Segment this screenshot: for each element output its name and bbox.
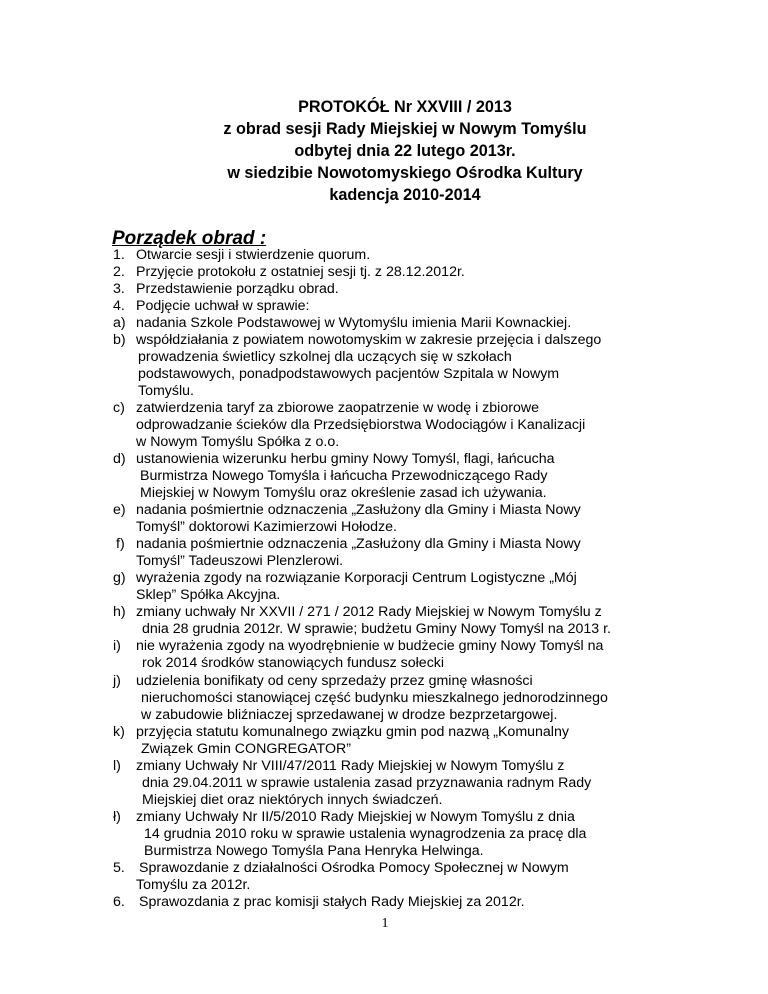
agenda-item-continuation: Burmistrza Nowego Tomyśla Pana Henryka Helwinga. (144, 842, 484, 859)
title-line-1: PROTOKÓŁ Nr XXVIII / 2013 (298, 98, 512, 116)
agenda-item-text: Przyjęcie protokołu z ostatniej sesji tj. z 28.12.2012r. (136, 264, 465, 281)
agenda-heading: Porządek obrad : (112, 228, 267, 249)
page-number: 1 (381, 916, 389, 931)
agenda-item-marker: b) (113, 332, 126, 349)
agenda-item-marker: l) (113, 757, 121, 774)
agenda-item-text: zmiany uchwały Nr XXVII / 271 / 2012 Rady Miejskiej w Nowym Tomyślu z (136, 604, 602, 621)
agenda-item-marker: f) (116, 536, 125, 553)
agenda-item-text: Sprawozdanie z działalności Ośrodka Pomocy Społecznej w Nowym (139, 859, 569, 876)
title-line-5: kadencja 2010-2014 (329, 186, 481, 204)
agenda-item-continuation: Tomyślu. (138, 383, 194, 400)
agenda-item-marker: k) (113, 723, 125, 740)
document-title (110, 96, 700, 206)
agenda-item-marker: e) (113, 502, 126, 519)
agenda-item-text: nie wyrażenia zgody na wyodrębnienie w budżecie gminy Nowy Tomyśl na (136, 638, 604, 655)
title-line-4: w siedzibie Nowotomyskiego Ośrodka Kultury (227, 164, 583, 182)
agenda-item-continuation: nieruchomości stanowiącej część budynku mieszkalnego jednorodzinnego (141, 689, 608, 706)
agenda-item-continuation: 14 grudnia 2010 roku w sprawie ustalenia wynagrodzenia za pracę dla (144, 825, 587, 842)
agenda-item-marker: j) (113, 672, 121, 689)
agenda-item-marker: 2. (113, 264, 125, 281)
title-line-3: odbytej dnia 22 lutego 2013r. (294, 142, 516, 160)
agenda-item-marker: c) (113, 400, 125, 417)
agenda-item-continuation: Burmistrza Nowego Tomyśla i łańcucha Przewodniczącego Rady (140, 468, 548, 485)
agenda-item-continuation: prowadzenia świetlicy szkolnej dla uczących się w szkołach (138, 349, 512, 366)
agenda-item-marker: h) (113, 604, 126, 621)
agenda-item-text: przyjęcia statutu komunalnego związku gmin pod nazwą „Komunalny (136, 723, 569, 740)
agenda-item-continuation: dnia 28 grudnia 2012r. W sprawie; budżetu Gminy Nowy Tomyśl na 2013 r. (142, 621, 611, 638)
agenda-item-text: zmiany Uchwały Nr II/5/2010 Rady Miejskiej w Nowym Tomyślu z dnia (136, 808, 575, 825)
title-line-2: z obrad sesji Rady Miejskiej w Nowym Tomyślu (223, 120, 587, 138)
agenda-item-text: Sprawozdania z prac komisji stałych Rady Miejskiej za 2012r. (139, 893, 525, 910)
agenda-item-continuation: Związek Gmin CONGREGATOR” (141, 740, 351, 757)
agenda-item-marker: d) (113, 451, 126, 468)
agenda-item-continuation: Tomyśl” Tadeuszowi Plenzlerowi. (136, 553, 344, 570)
agenda-item-marker: a) (113, 315, 126, 332)
agenda-item-continuation: Miejskiej diet oraz niektórych innych świadczeń. (142, 791, 443, 808)
agenda-item-marker: 3. (113, 281, 125, 298)
agenda-item-text: wyrażenia zgody na rozwiązanie Korporacji Centrum Logistyczne „Mój (136, 570, 577, 587)
agenda-item-text: Podjęcie uchwał w sprawie: (136, 298, 310, 315)
agenda-item-continuation: Miejskiej w Nowym Tomyślu oraz określenie zasad ich używania. (140, 485, 547, 502)
agenda-item-text: udzielenia bonifikaty od ceny sprzedaży przez gminę własności (136, 672, 533, 689)
agenda-item-continuation: w Nowym Tomyślu Spółka z o.o. (136, 434, 340, 451)
agenda-item-continuation: Sklep” Spółka Akcyjna. (136, 587, 281, 604)
agenda-item-text: ustanowienia wizerunku herbu gminy Nowy Tomyśl, flagi, łańcucha (136, 451, 555, 468)
agenda-item-continuation: w zabudowie bliźniaczej sprzedawanej w drodze bezprzetargowej. (141, 706, 558, 723)
agenda-item-text: zmiany Uchwały Nr VIII/47/2011 Rady Miejskiej w Nowym Tomyślu z (136, 757, 565, 774)
agenda-item-marker: 4. (113, 298, 125, 315)
agenda-item-marker: ł) (113, 808, 121, 825)
agenda-item-marker: 1. (113, 247, 125, 263)
agenda-item-continuation: dnia 29.04.2011 w sprawie ustalenia zasad przyznawania radnym Rady (142, 774, 592, 791)
agenda-item-text: nadania Szkole Podstawowej w Wytomyślu imienia Marii Kownackiej. (136, 315, 572, 332)
agenda-item-text: Otwarcie sesji i stwierdzenie quorum. (136, 247, 371, 263)
agenda-item-text: nadania pośmiertnie odznaczenia „Zasłużony dla Gminy i Miasta Nowy (136, 502, 581, 519)
agenda-item-text: nadania pośmiertnie odznaczenia „Zasłużony dla Gminy i Miasta Nowy (136, 536, 581, 553)
agenda-item-continuation: odprowadzanie ścieków dla Przedsiębiorstwa Wodociągów i Kanalizacji (136, 417, 586, 434)
agenda-item-continuation: Tomyśl” doktorowi Kazimierzowi Hołodze. (136, 519, 397, 536)
agenda-item-marker: 6. (113, 893, 125, 910)
agenda-item-marker: i) (113, 638, 121, 655)
agenda-item-text: współdziałania z powiatem nowotomyskim w zakresie przejęcia i dalszego (136, 332, 602, 349)
agenda-item-continuation: Tomyślu za 2012r. (136, 876, 251, 893)
agenda-item-continuation: podstawowych, ponadpodstawowych pacjentów Szpitala w Nowym (138, 366, 560, 383)
agenda-item-text: zatwierdzenia taryf za zbiorowe zaopatrzenie w wodę i zbiorowe (136, 400, 539, 417)
agenda-item-continuation: rok 2014 środków stanowiących fundusz sołecki (142, 655, 445, 672)
agenda-item-marker: 5. (113, 859, 125, 876)
agenda-item-marker: g) (113, 570, 126, 587)
agenda-item-text: Przedstawienie porządku obrad. (136, 281, 339, 298)
